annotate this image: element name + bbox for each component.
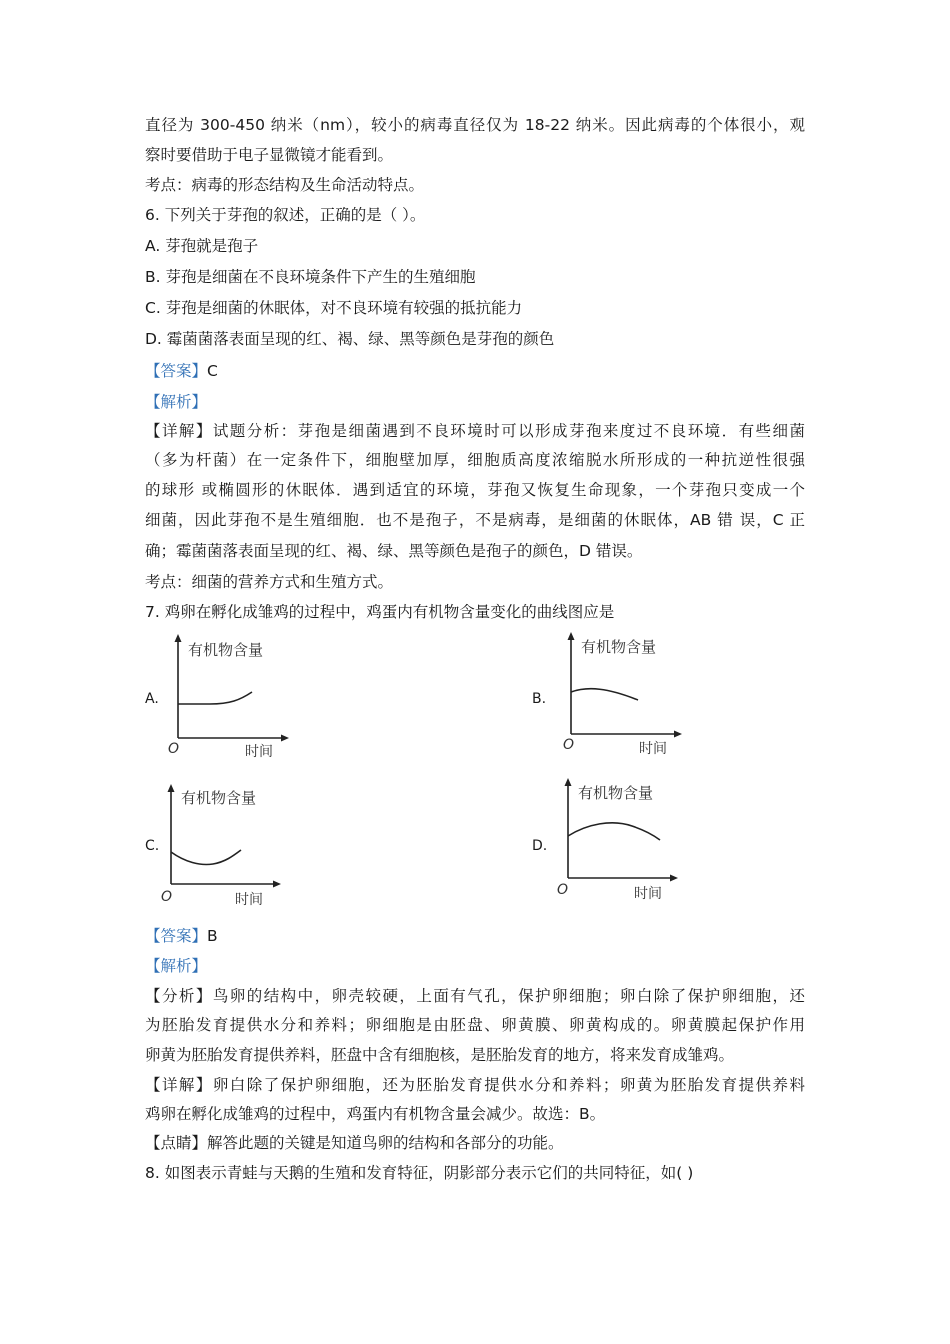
kaodian-virus: 考点：病毒的形态结构及生命活动特点。 xyxy=(145,176,425,194)
graph-d-label: D. xyxy=(532,838,548,854)
q7-stem: 7. 鸡卵在孵化成雏鸡的过程中，鸡蛋内有机物含量变化的曲线图应是 xyxy=(145,603,615,621)
q7-detail-line-1 xyxy=(145,1074,805,1096)
graph-d-ylabel: 有机物含量 xyxy=(578,784,654,802)
graph-c xyxy=(155,780,290,910)
q7-dianjing xyxy=(145,1132,564,1154)
q6-option-a: A. 芽孢就是孢子 xyxy=(145,237,259,255)
dianjing-text: 解答此题的关键是知道鸟卵的结构和各部分的功能。 xyxy=(207,1134,564,1152)
kaodian-bacteria: 考点：细菌的营养方式和生殖方式。 xyxy=(145,573,394,591)
q6-option-b: B. 芽孢是细菌在不良环境条件下产生的生殖细胞 xyxy=(145,268,476,286)
graph-a-ylabel: 有机物含量 xyxy=(188,641,264,659)
q6-stem: 6. 下列关于芽孢的叙述，正确的是（ ）。 xyxy=(145,206,426,224)
graph-a-xlabel: 时间 xyxy=(245,744,273,760)
graph-d-origin: O xyxy=(557,882,569,898)
detail-tag: 【详解】 xyxy=(145,1076,213,1094)
q7-answer xyxy=(145,925,218,947)
dianjing-tag: 【点睛】 xyxy=(145,1134,208,1152)
answer-value: B xyxy=(207,927,218,945)
q6-detail-line-2: （多为杆菌）在一定条件下，细胞壁加厚，细胞质高度浓缩脱水所形成的一种抗逆性很强 xyxy=(145,451,805,469)
q7-analysis-line-1 xyxy=(145,985,805,1007)
detail-tag: 【详解】 xyxy=(145,422,213,440)
q6-detail-line-1 xyxy=(145,420,805,442)
q6-answer xyxy=(145,360,218,382)
intro-line-1: 直径为 300-450 纳米（nm），较小的病毒直径仅为 18-22 纳米。因此病毒的个体很小，观 xyxy=(145,116,805,134)
graph-b-ylabel: 有机物含量 xyxy=(581,638,657,656)
analysis-tag: 【分析】 xyxy=(145,987,213,1005)
graph-d xyxy=(552,774,687,904)
graph-a-origin: O xyxy=(168,741,180,757)
q6-jiexi-tag: 【解析】 xyxy=(145,393,208,411)
q8-stem: 8. 如图表示青蛙与天鹅的生殖和发育特征，阴影部分表示它们的共同特征，如( ) xyxy=(145,1164,694,1182)
graph-c-label: C. xyxy=(145,838,160,854)
q7-analysis-line-3: 卵黄为胚胎发育提供养料，胚盘中含有细胞核，是胚胎发育的地方，将来发育成雏鸡。 xyxy=(145,1046,735,1064)
q6-detail-line-5: 确；霉菌菌落表面呈现的红、褐、绿、黑等颜色是孢子的颜色，D 错误。 xyxy=(145,542,643,560)
graph-d-xlabel: 时间 xyxy=(634,886,662,902)
analysis-text: 鸟卵的结构中，卵壳较硬，上面有气孔，保护卵细胞；卵白除了保护卵细胞，还 xyxy=(212,987,805,1005)
graph-c-xlabel: 时间 xyxy=(235,892,263,908)
intro-line-2: 察时要借助于电子显微镜才能看到。 xyxy=(145,146,394,164)
graph-b-label: B. xyxy=(532,691,547,707)
graph-a-label: A. xyxy=(145,691,159,707)
answer-tag: 【答案】 xyxy=(145,927,208,945)
q6-detail-line-4: 细菌，因此芽孢不是生殖细胞．也不是孢子，不是病毒，是细菌的休眠体，AB 错 误，C 正 xyxy=(145,511,805,529)
detail-text: 卵白除了保护卵细胞，还为胚胎发育提供水分和养料；卵黄为胚胎发育提供养料 xyxy=(212,1076,805,1094)
q6-option-c: C. 芽孢是细菌的休眠体，对不良环境有较强的抵抗能力 xyxy=(145,299,523,317)
q7-jiexi-tag: 【解析】 xyxy=(145,957,208,975)
answer-tag: 【答案】 xyxy=(145,362,208,380)
graph-b-origin: O xyxy=(563,737,575,753)
graph-c-ylabel: 有机物含量 xyxy=(181,789,257,807)
q7-analysis-line-2: 为胚胎发育提供水分和养料；卵细胞是由胚盘、卵黄膜、卵黄构成的。卵黄膜起保护作用 xyxy=(145,1016,805,1034)
q6-detail-line-3: 的球形 或椭圆形的休眠体．遇到适宜的环境，芽孢又恢复生命现象，一个芽孢只变成一个 xyxy=(145,481,805,499)
graph-a xyxy=(160,632,295,762)
answer-value: C xyxy=(207,362,218,380)
graph-b xyxy=(553,630,688,760)
q6-option-d: D. 霉菌菌落表面呈现的红、褐、绿、黑等颜色是芽孢的颜色 xyxy=(145,330,555,348)
detail-text: 试题分析：芽孢是细菌遇到不良环境时可以形成芽孢来度过不良环境．有些细菌 xyxy=(212,422,805,440)
q7-detail-line-2: 鸡卵在孵化成雏鸡的过程中，鸡蛋内有机物含量会减少。故选：B。 xyxy=(145,1105,606,1123)
graph-c-origin: O xyxy=(161,889,173,905)
graph-b-xlabel: 时间 xyxy=(639,741,667,757)
